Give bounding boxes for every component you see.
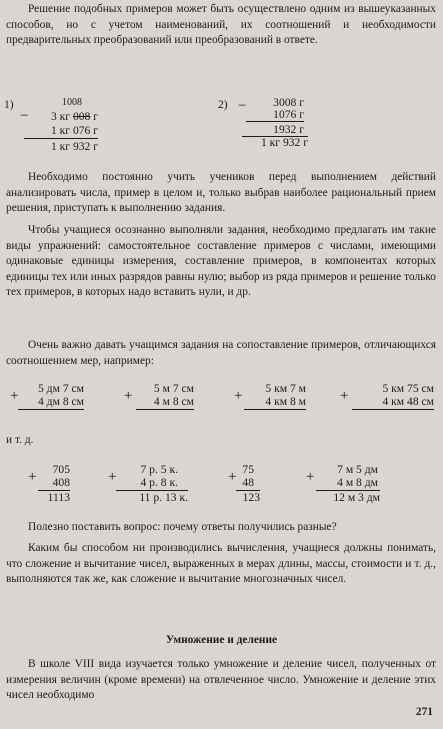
difference-kg: 1 кг 932 г <box>260 136 308 149</box>
example-2-subtraction: − 3008 г 1076 г 1932 г 1 кг 932 г <box>238 96 308 149</box>
example-1-label: 1) <box>4 98 14 111</box>
etc-text: и т. д. <box>6 434 34 446</box>
paragraph-conclusion: Каким бы способом ни производились вычисления, учащиеся должны понимать, что сложение и вычитание чисел, выраженных в мерах длины, массы, стоимости и т. д., выполняются так же, как сложение и вычитание многозначных чисел. <box>6 542 436 586</box>
paragraph-comparison: Очень важно давать учащимся задания на сопоставление примеров, отличающихся соотношением мер, например: <box>6 339 436 367</box>
sum-example: + 5 км 7 м 4 км 8 м <box>234 382 306 408</box>
paragraph-exercises: Чтобы учащиеся осознанно выполняли задания, необходимо предлагать им такие виды упражнений: самостоятельное составление примеров с числами, имеющими одинаковые единицы измерения, составление примеров, в компонентах которых единицы тех или иных разрядов равны нулю; выбор из ряда примеров и решение только тех примеров, в которых надо вставить нули, и др. <box>6 224 436 299</box>
paragraph-intro: Решение подобных примеров может быть осуществлено одним из вышеуказанных способов, но с учетом наименований, их соотношений и необходимости предварительных преобразований или преобразований в ответе. <box>6 3 436 47</box>
minuend: 3008 г <box>273 96 304 109</box>
sum-example: + 7 р. 5 к. 4 р. 8 к. 11 р. 13 к. <box>108 463 188 504</box>
difference: 1 кг 932 г <box>50 140 98 153</box>
example-1-subtraction: 1008 − 3 кг 008 г 1 кг 076 г 1 кг 932 г <box>20 97 98 153</box>
minuend: 3 кг 008 г <box>50 110 98 123</box>
sum-example: + 75 48 123 <box>228 463 260 504</box>
paragraph-question: Полезно поставить вопрос: почему ответы получились разные? <box>28 521 337 533</box>
paragraph-multiplication: В школе VIII вида изучается только умножение и деление чисел, полученных от измерения величин (кроме времени) на отвлеченное число. Умножение и деление этих чисел необходимо <box>6 658 436 702</box>
sum-example: + 705 408 1113 <box>28 463 70 504</box>
section-heading: Умножение и деление <box>165 634 278 646</box>
sum-example: + 5 км 75 см 4 км 48 см <box>340 382 434 408</box>
sum-example: + 5 м 7 см 4 м 8 см <box>124 382 194 408</box>
difference-grams: 1932 г <box>273 123 304 136</box>
sum-example: + 5 дм 7 см 4 дм 8 см <box>10 382 84 408</box>
subtrahend: 1 кг 076 г <box>50 124 98 137</box>
page-number: 271 <box>415 706 433 718</box>
borrow-note: 1008 <box>62 97 82 108</box>
paragraph-analysis: Необходимо постоянно учить учеников перед выполнением действий анализировать числа, пример в целом и, только выбрав наиболее рациональный прием решения, приступать к выполнению задания. <box>6 171 436 215</box>
example-2-label: 2) <box>218 98 228 111</box>
sum-example: + 7 м 5 дм 4 м 8 дм 12 м 3 дм <box>306 463 380 504</box>
subtrahend: 1076 г <box>273 108 304 121</box>
